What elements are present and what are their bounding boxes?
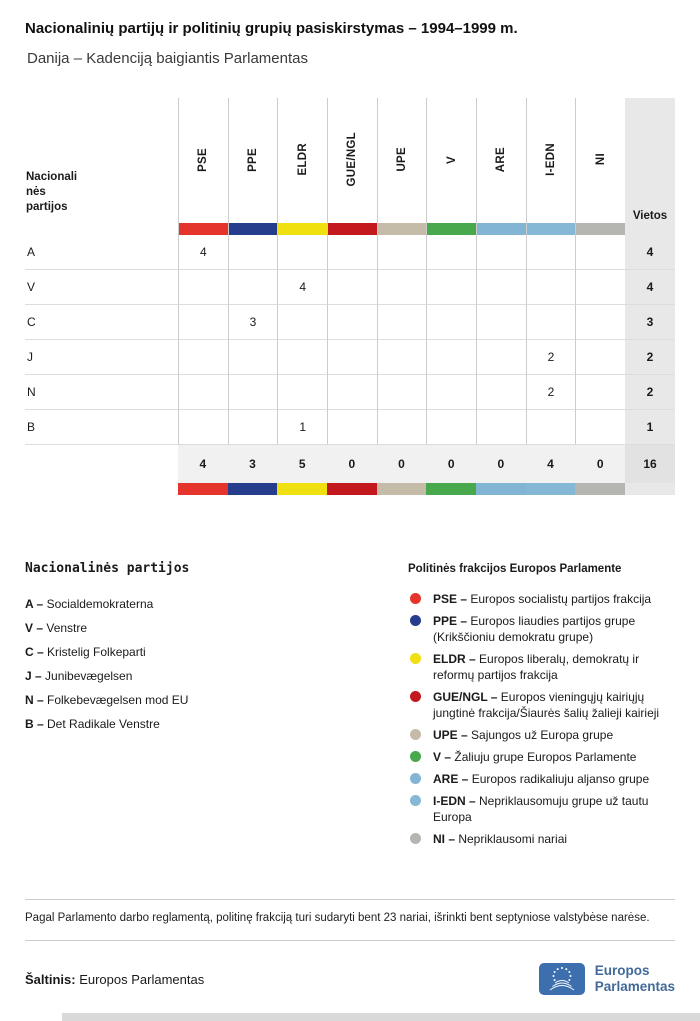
group-color-bar-pse [179,223,228,235]
value-cell-v-ni [575,270,625,305]
value-cell-b-ppe [228,410,278,445]
total-cell-eldr: 5 [277,445,327,483]
group-legend-text-gue-ngl: GUE/NGL – Europos vieningųjų kairiųjų jungtinė frakcija/Šiaurės šalių žalieji kairieji [433,690,660,720]
column-label-eldr: ELDR [296,143,309,176]
value-cell-b-gue-ngl [327,410,377,445]
bottom-strip [62,1013,700,1021]
value-cell-a-gue-ngl [327,235,377,270]
column-header-v [426,98,476,235]
group-legend-text-ppe: PPE – Europos liaudies partijos grupe (Krikščioniu demokratu grupe) [433,614,636,644]
total-cell-ni: 0 [575,445,625,483]
seats-value-cell-j: 2 [625,340,675,375]
column-label-ppe: PPE [246,147,259,172]
group-legend-text-pse: PSE – Europos socialistų partijos frakcija [433,592,652,606]
value-cell-b-pse [178,410,228,445]
group-color-bar-i-edn [527,223,576,235]
party-label-cell-a: A [25,235,178,270]
total-cell-i-edn: 4 [526,445,576,483]
eldr-color-dot [410,653,421,664]
seats-value-cell-a: 4 [625,235,675,270]
value-cell-a-i-edn [526,235,576,270]
party-legend-item-j: J – Junibevægelsen [25,669,133,683]
row-header-cell [25,98,178,235]
value-cell-n-pse [178,375,228,410]
value-cell-a-eldr [277,235,327,270]
column-label-upe: UPE [395,147,408,172]
seats-value-cell-n: 2 [625,375,675,410]
value-cell-c-i-edn [526,305,576,340]
party-legend-item-v: V – Venstre [25,621,88,635]
upe-color-dot [410,729,421,740]
value-cell-n-are [476,375,526,410]
bottom-color-bar-pse [178,483,228,495]
total-cell-are: 0 [476,445,526,483]
national-parties-list [25,597,408,731]
value-cell-j-ppe [228,340,278,375]
party-legend-item-c: C – Kristelig Folkeparti [25,645,146,659]
party-legend-item-b: B – Det Radikale Venstre [25,717,160,731]
legend-parties-title: Nacionalinės partijos [25,561,190,576]
value-cell-c-eldr [277,305,327,340]
total-cell-pse: 4 [178,445,228,483]
seats-value-cell-c: 3 [625,305,675,340]
group-legend-item-gue-ngl [408,689,675,721]
party-label-cell-c: C [25,305,178,340]
column-label-i-edn: I-EDN [544,143,557,176]
total-cell-ppe: 3 [228,445,278,483]
bottom-color-bar-ni [575,483,625,495]
seats-distribution-table [25,98,675,495]
value-cell-n-ni [575,375,625,410]
column-header-ni [575,98,625,235]
bottom-bars-spacer [25,483,178,495]
value-cell-v-v [426,270,476,305]
total-seats-cell: 16 [625,445,675,483]
value-cell-c-v [426,305,476,340]
column-header-eldr [277,98,327,235]
group-legend-item-eldr [408,651,675,683]
group-legend-text-ni: NI – Nepriklausomi nariai [433,832,568,846]
column-label-pse: PSE [197,147,210,172]
ni-color-dot [410,833,421,844]
value-cell-n-ppe [228,375,278,410]
value-cell-c-ppe: 3 [228,305,278,340]
legend-groups-title: Politinės frakcijos Europos Parlamente [408,563,622,575]
value-cell-v-eldr: 4 [277,270,327,305]
column-label-ni: NI [594,153,607,166]
group-legend-item-pse [408,591,675,607]
group-color-bar-ni [576,223,625,235]
party-legend-item-a: A – Socialdemokraterna [25,597,154,611]
value-cell-v-ppe [228,270,278,305]
value-cell-c-ni [575,305,625,340]
value-cell-j-pse [178,340,228,375]
political-groups-list [408,591,675,847]
value-cell-j-v [426,340,476,375]
value-cell-v-are [476,270,526,305]
bottom-color-bar-upe [377,483,427,495]
column-header-ppe [228,98,278,235]
group-legend-item-are [408,771,675,787]
value-cell-n-i-edn: 2 [526,375,576,410]
value-cell-a-are [476,235,526,270]
value-cell-n-upe [377,375,427,410]
legend-section [25,561,675,853]
column-header-i-edn [526,98,576,235]
value-cell-b-eldr: 1 [277,410,327,445]
total-cell-upe: 0 [377,445,427,483]
value-cell-b-ni [575,410,625,445]
total-cell-v: 0 [426,445,476,483]
value-cell-n-eldr [277,375,327,410]
value-cell-c-upe [377,305,427,340]
column-header-upe [377,98,427,235]
bottom-color-bar-i-edn [526,483,576,495]
value-cell-a-ni [575,235,625,270]
bottom-color-bar-eldr [277,483,327,495]
value-cell-b-i-edn [526,410,576,445]
seats-value-cell-v: 4 [625,270,675,305]
ep-logo-wordmark [595,963,675,995]
group-legend-text-v: V – Žaliuju grupe Europos Parlamente [433,750,637,764]
value-cell-j-i-edn: 2 [526,340,576,375]
group-legend-item-ppe [408,613,675,645]
group-color-bar-upe [378,223,427,235]
ppe-color-dot [410,615,421,626]
gue-ngl-color-dot [410,691,421,702]
are-color-dot [410,773,421,784]
rules-note: Pagal Parlamento darbo reglamentą, politinę frakciją turi sudaryti bent 23 nariai, išrinkti bent septyniose valstybėse narėse. [25,899,675,941]
value-cell-b-upe [377,410,427,445]
national-parties-legend [25,561,408,853]
group-color-bar-gue-ngl [328,223,377,235]
page-title: Nacionalinių partijų ir politinių grupių pasiskirstymas – 1994–1999 m. [25,20,518,37]
column-header-are [476,98,526,235]
value-cell-v-gue-ngl [327,270,377,305]
source-label: Šaltinis: [25,971,76,987]
group-legend-text-upe: UPE – Sajungos už Europa grupe [433,728,614,742]
value-cell-c-are [476,305,526,340]
ep-wordmark-line1: Europos [594,963,650,978]
group-legend-item-upe [408,727,675,743]
value-cell-b-are [476,410,526,445]
column-label-v: V [445,155,458,164]
value-cell-j-ni [575,340,625,375]
value-cell-n-gue-ngl [327,375,377,410]
ep-logo [539,963,675,995]
value-cell-j-are [476,340,526,375]
value-cell-v-pse [178,270,228,305]
party-label-cell-v: V [25,270,178,305]
party-label-cell-j: J [25,340,178,375]
value-cell-c-pse [178,305,228,340]
group-legend-text-i-edn: I-EDN – Nepriklausomuju grupe už tautu Europa [433,794,649,824]
row-header-label: Nacionali nės partijos [26,171,78,213]
value-cell-a-v [426,235,476,270]
group-legend-item-v [408,749,675,765]
source-value: Europos Parlamentas [79,971,205,987]
value-cell-n-v [426,375,476,410]
value-cell-j-gue-ngl [327,340,377,375]
group-legend-item-ni [408,831,675,847]
value-cell-j-eldr [277,340,327,375]
group-legend-text-eldr: ELDR – Europos liberalų, demokratų ir reformų partijos frakcija [433,652,640,682]
bottom-bar-seats-cell [625,483,675,495]
column-label-gue-ngl: GUE/NGL [346,132,359,187]
pse-color-dot [410,593,421,604]
ep-logo-icon [539,963,585,995]
political-groups-legend [408,561,675,853]
party-legend-item-n: N – Folkebevægelsen mod EU [25,693,189,707]
seats-header-cell: Vietos [625,98,675,235]
value-cell-a-upe [377,235,427,270]
group-legend-item-i-edn [408,793,675,825]
value-cell-a-pse: 4 [178,235,228,270]
party-label-cell-n: N [25,375,178,410]
v-color-dot [410,751,421,762]
value-cell-v-upe [377,270,427,305]
totals-row-spacer [25,445,178,483]
column-label-are: ARE [495,146,508,173]
value-cell-j-upe [377,340,427,375]
group-color-bar-v [427,223,476,235]
bottom-color-bar-are [476,483,526,495]
bottom-color-bar-v [426,483,476,495]
footer [25,963,675,995]
value-cell-c-gue-ngl [327,305,377,340]
bottom-color-bar-gue-ngl [327,483,377,495]
value-cell-a-ppe [228,235,278,270]
group-color-bar-ppe [229,223,278,235]
group-color-bar-are [477,223,526,235]
group-color-bar-eldr [278,223,327,235]
party-label-cell-b: B [25,410,178,445]
column-header-pse [178,98,228,235]
ep-wordmark-line2: Parlamentas [594,979,675,994]
value-cell-v-i-edn [526,270,576,305]
page-subtitle: Danija – Kadenciją baigiantis Parlamentas [27,50,309,67]
column-header-gue-ngl [327,98,377,235]
group-legend-text-are: ARE – Europos radikaliuju aljanso grupe [433,772,650,786]
value-cell-b-v [426,410,476,445]
i-edn-color-dot [410,795,421,806]
seats-value-cell-b: 1 [625,410,675,445]
total-cell-gue-ngl: 0 [327,445,377,483]
source-line [25,972,204,987]
bottom-color-bar-ppe [228,483,278,495]
